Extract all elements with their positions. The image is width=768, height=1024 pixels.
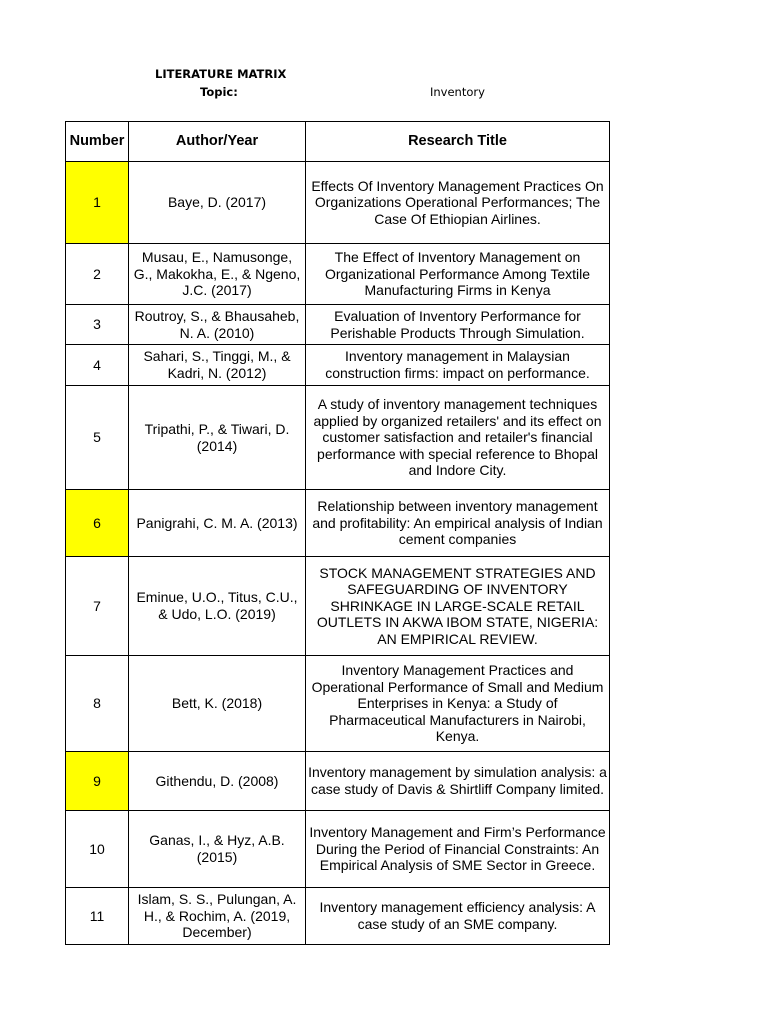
row-number-cell: 1 xyxy=(66,162,129,244)
topic-label: Topic: xyxy=(200,85,238,99)
row-number-cell: 7 xyxy=(66,557,129,656)
table-row xyxy=(66,305,610,345)
author-year-cell: Baye, D. (2017) xyxy=(129,162,306,244)
research-title-cell: Relationship between inventory management and profitability: An empirical analysis of Indian cement companies xyxy=(306,490,610,557)
table-row xyxy=(66,386,610,490)
research-title-cell: Inventory Management Practices and Operational Performance of Small and Medium Enterprises in Kenya: a Study of Pharmaceutical Manufacturers in Nairobi, Kenya. xyxy=(306,656,610,752)
research-title-cell: Evaluation of Inventory Performance for Perishable Products Through Simulation. xyxy=(306,305,610,345)
table-row xyxy=(66,557,610,656)
research-title-cell: Inventory Management and Firm’s Performance During the Period of Financial Constraints: An Empirical Analysis of SME Sector in Greece. xyxy=(306,811,610,888)
table-row xyxy=(66,345,610,386)
table-row xyxy=(66,244,610,305)
table-row xyxy=(66,888,610,945)
literature-matrix-table xyxy=(65,121,610,945)
research-title-cell: STOCK MANAGEMENT STRATEGIES AND SAFEGUARDING OF INVENTORY SHRINKAGE IN LARGE-SCALE RETAIL OUTLETS IN AKWA IBOM STATE, NIGERIA: AN EMPIRICAL REVIEW. xyxy=(306,557,610,656)
research-title-cell: Effects Of Inventory Management Practices On Organizations Operational Performances; The Case Of Ethiopian Airlines. xyxy=(306,162,610,244)
research-title-cell: The Effect of Inventory Management on Organizational Performance Among Textile Manufacturing Firms in Kenya xyxy=(306,244,610,305)
row-number-cell: 10 xyxy=(66,811,129,888)
research-title-cell: A study of inventory management techniques applied by organized retailers' and its effect on customer satisfaction and retailer's financial performance with special reference to Bhopal and Indore City. xyxy=(306,386,610,490)
author-year-cell: Eminue, U.O., Titus, C.U., & Udo, L.O. (2019) xyxy=(129,557,306,656)
author-year-cell: Panigrahi, C. M. A. (2013) xyxy=(129,490,306,557)
row-number-cell: 4 xyxy=(66,345,129,386)
row-number-cell: 2 xyxy=(66,244,129,305)
author-year-cell: Ganas, I., & Hyz, A.B. (2015) xyxy=(129,811,306,888)
author-year-cell: Sahari, S., Tinggi, M., & Kadri, N. (2012) xyxy=(129,345,306,386)
author-year-cell: Githendu, D. (2008) xyxy=(129,752,306,811)
author-year-cell: Musau, E., Namusonge, G., Makokha, E., & Ngeno, J.C. (2017) xyxy=(129,244,306,305)
row-number-cell: 8 xyxy=(66,656,129,752)
research-title-cell: Inventory management efficiency analysis: A case study of an SME company. xyxy=(306,888,610,945)
research-title-cell: Inventory management in Malaysian construction firms: impact on performance. xyxy=(306,345,610,386)
row-number-cell: 9 xyxy=(66,752,129,811)
topic-value: Inventory xyxy=(430,85,485,99)
matrix-title: LITERATURE MATRIX xyxy=(155,67,287,81)
research-title-cell: Inventory management by simulation analysis: a case study of Davis & Shirtliff Company limited. xyxy=(306,752,610,811)
table-row xyxy=(66,811,610,888)
column-header-author-year: Author/Year xyxy=(129,122,306,162)
row-number-cell: 5 xyxy=(66,386,129,490)
author-year-cell: Islam, S. S., Pulungan, A. H., & Rochim, A. (2019, December) xyxy=(129,888,306,945)
table-row xyxy=(66,490,610,557)
column-header-research-title: Research Title xyxy=(306,122,610,162)
column-header-number: Number xyxy=(66,122,129,162)
row-number-cell: 6 xyxy=(66,490,129,557)
author-year-cell: Bett, K. (2018) xyxy=(129,656,306,752)
table-row xyxy=(66,752,610,811)
row-number-cell: 11 xyxy=(66,888,129,945)
table-row xyxy=(66,656,610,752)
table-row xyxy=(66,162,610,244)
table-header-row xyxy=(66,122,610,162)
author-year-cell: Tripathi, P., & Tiwari, D. (2014) xyxy=(129,386,306,490)
row-number-cell: 3 xyxy=(66,305,129,345)
author-year-cell: Routroy, S., & Bhausaheb, N. A. (2010) xyxy=(129,305,306,345)
